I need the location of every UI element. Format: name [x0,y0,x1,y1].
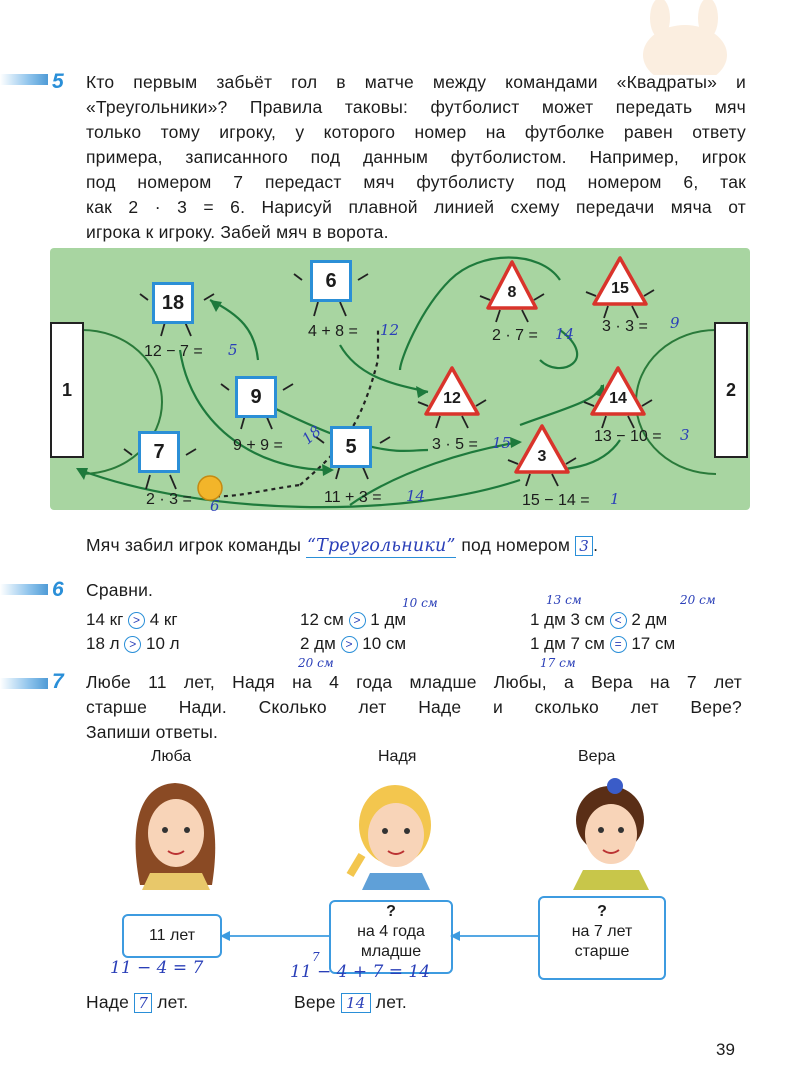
answer-suffix: лет. [375,992,407,1012]
square-18-answer: 5 [228,341,238,359]
triangle-player-12: 12 [443,390,461,407]
square-6-expression: 4 + 8 = [308,323,358,340]
right-goal: 2 [714,322,748,458]
task5-line: под номером 7 передаст мяч футболисту под номером 6, так [86,172,746,192]
compare-sign: > [128,612,145,629]
compare-left: 12 см [300,610,344,629]
triangle-14-answer: 3 [680,426,690,444]
compare-2-note: 10 см [402,596,438,610]
compare-right: 1 дм [370,610,407,629]
square-player-18: 18 [152,282,194,324]
name-nadya: Надя [378,748,417,765]
square-player-7: 7 [138,431,180,473]
square-player-9: 9 [235,376,277,418]
square-9-answer: 18 [298,421,325,449]
compare-6-note: 17 см [540,656,576,670]
task7-line: старше Нади. Сколько лет Наде и сколько лет Вере? [86,697,742,717]
task6-number: 6 [52,578,64,601]
compare-3-note: 20 см [680,593,716,607]
page-number: 39 [716,1040,735,1059]
answer-vera-box: 14 [341,993,371,1013]
nadya-box-line: на 4 года [357,923,425,940]
task7-line: Любе 11 лет, Надя на 4 года младше Любы, а Вера на 7 лет [86,672,742,692]
square-5-expression: 11 + 3 = [324,489,382,506]
vera-box-line: старше [574,943,630,960]
triangle-8-expression: 2 · 7 = [492,327,538,344]
square-player-6: 6 [310,260,352,302]
answer-suffix: лет. [157,992,189,1012]
compare-right: 17 см [631,634,676,653]
square-7-expression: 2 · 3 = [146,491,192,508]
triangle-14-expression: 13 − 10 = [594,428,662,445]
answer-prefix: Вере [294,992,336,1012]
triangle-12-answer: 15 [492,434,512,452]
compare-sign: > [349,612,366,629]
name-vera: Вера [578,748,616,765]
square-6-answer: 12 [380,321,400,339]
answer-prefix: Наде [86,992,130,1012]
square-5-answer: 14 [406,487,426,505]
compare-right: 4 кг [149,610,178,629]
result-number-box: 3 [575,536,593,556]
answer-nadya-box: 7 [134,993,152,1013]
result-team: “Треугольники” [306,536,456,556]
task7-number: 7 [52,670,64,693]
calc-vera: 11 − 4 + 7 = 14 [290,962,431,982]
lyuba-age-box: 11 лет [122,914,222,958]
triangle-8-answer: 14 [555,325,575,343]
triangle-3-answer: 1 [610,490,620,508]
compare-5-note: 20 см [298,656,334,670]
name-lyuba: Люба [151,748,192,765]
task5-line: игрока к игроку. Забей мяч в ворота. [86,222,389,242]
compare-right: 10 см [362,634,407,653]
task5-line: как 2 · 3 = 6. Нарисуй плавной линией схему передачи мяча от [86,197,746,217]
task6-title: Сравни. [86,580,154,600]
compare-sign: < [610,612,627,629]
calc-nadya: 11 − 4 = 7 [110,958,204,978]
triangle-player-8: 8 [507,284,517,301]
square-9-expression: 9 + 9 = [233,437,283,454]
nadya-box-line: младше [360,943,422,960]
triangle-15-expression: 3 · 3 = [602,318,648,335]
answer-nadya [86,990,188,1015]
task5-number: 5 [52,70,64,93]
result-prefix: Мяч забил игрок команды [86,535,302,555]
compare-left: 14 кг [86,610,124,629]
triangle-player-3: 3 [537,448,547,465]
compare-left: 2 дм [300,634,336,653]
compare-left: 1 дм 7 см [530,634,605,653]
square-7-answer: 6 [210,497,220,515]
task7-line: Запиши ответы. [86,722,219,742]
compare-left: 18 л [86,634,120,653]
result-mid: под номером [461,535,571,555]
compare-right: 2 дм [631,610,668,629]
square-18-expression: 12 − 7 = [144,343,203,360]
task5-line: только тому игроку, у которого номер на футболке равен ответу [86,122,746,142]
answer-vera [294,990,407,1015]
compare-left: 1 дм 3 см [530,610,605,629]
triangle-12-expression: 3 · 5 = [432,436,478,453]
task5-line: «Треугольники»? Правила таковы: футболист может передать мяч [86,97,746,117]
triangle-15-answer: 9 [670,314,680,332]
compare-sign: > [341,636,358,653]
compare-sign: > [124,636,141,653]
triangle-player-14: 14 [609,390,627,407]
vera-question: ? [597,903,607,920]
triangle-player-15: 15 [611,280,629,297]
result-end: . [593,535,599,555]
nadya-question: ? [386,903,396,920]
triangle-3-expression: 15 − 14 = [522,492,590,509]
compare-sign: = [610,636,627,653]
square-player-5: 5 [330,426,372,468]
vera-box-line: на 7 лет [571,923,633,940]
task5-line: примера, записанного под данным футболистом. Например, игрок [86,147,746,167]
calc-vera-note: 7 [312,950,320,964]
compare-3-note-left: 13 см [546,593,582,607]
left-goal: 1 [50,322,84,458]
task5-line: Кто первым забьёт гол в матче между командами «Квадраты» и [86,72,746,92]
compare-right: 10 л [146,634,180,653]
